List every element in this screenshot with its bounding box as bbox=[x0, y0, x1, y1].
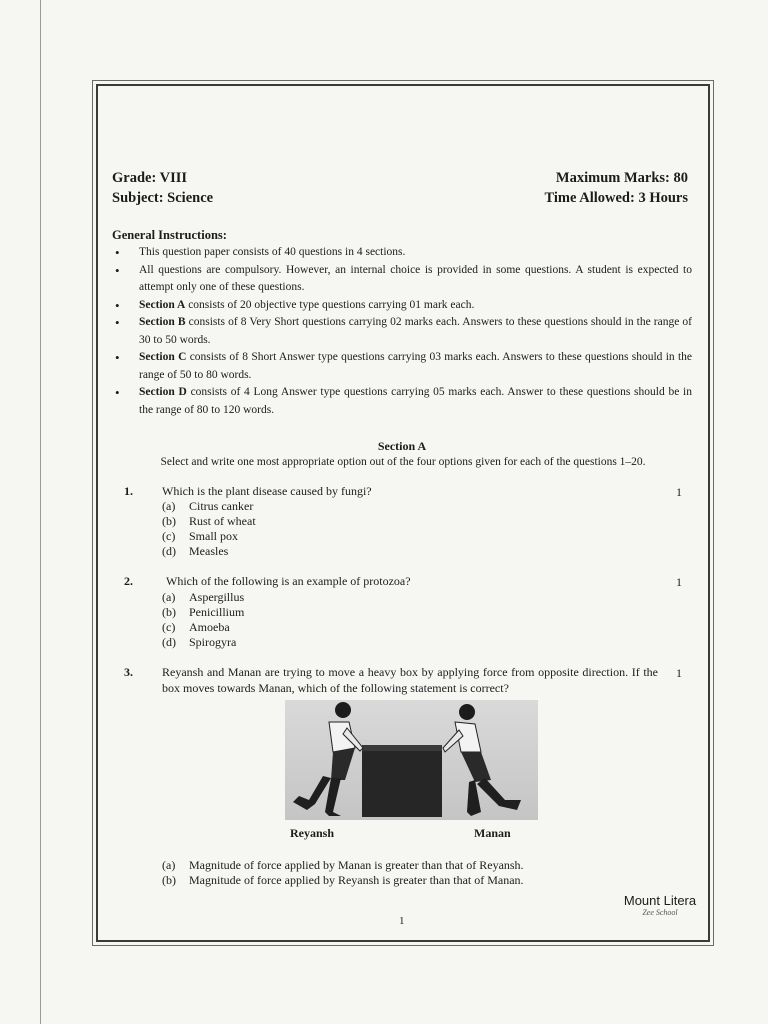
school-logo-subtext: Zee School bbox=[642, 908, 678, 917]
instruction-section-label: Section C bbox=[139, 351, 187, 363]
instruction-item bbox=[112, 384, 692, 419]
question-2-options bbox=[162, 590, 244, 650]
option-text: Penicillium bbox=[189, 605, 245, 619]
option-text: Small pox bbox=[189, 529, 239, 543]
option-text: Citrus canker bbox=[189, 499, 254, 513]
option-label: (b) bbox=[162, 514, 176, 528]
instructions-list bbox=[112, 244, 692, 419]
instruction-item bbox=[112, 244, 692, 262]
question-1-options bbox=[162, 499, 256, 559]
instruction-text: consists of 8 Short Answer type questions carrying 03 marks each. Answers to these questions should in the range of 50 to 80 words. bbox=[139, 351, 692, 381]
subject-label: Subject: Science bbox=[112, 190, 214, 206]
option-label: (a) bbox=[162, 858, 176, 872]
question-2-marks: 1 bbox=[676, 575, 682, 589]
question-3-option bbox=[162, 873, 524, 888]
instruction-text: consists of 20 objective type questions carrying 01 mark each. bbox=[185, 298, 475, 311]
option-label: (b) bbox=[162, 873, 176, 887]
instruction-item bbox=[112, 297, 692, 315]
option-text: Magnitude of force applied by Manan is greater than that of Reyansh. bbox=[189, 858, 524, 872]
instruction-text: This question paper consists of 40 questions in 4 sections. bbox=[139, 246, 406, 258]
section-instructions: Select and write one most appropriate option out of the four options given for each of the questions 1–20. bbox=[160, 456, 646, 468]
instruction-section-label: Section D bbox=[139, 386, 187, 398]
figure-label-left: Reyansh bbox=[290, 826, 335, 840]
question-1-option bbox=[162, 529, 256, 544]
option-text: Measles bbox=[189, 544, 229, 558]
figure-label-right: Manan bbox=[474, 826, 511, 840]
instruction-section-label: Section B bbox=[139, 316, 186, 328]
question-3-options bbox=[162, 858, 524, 888]
instruction-text: consists of 8 Very Short questions carrying 02 marks each. Answers to these questions should in the range of 30 to 50 words. bbox=[139, 316, 692, 346]
option-label: (c) bbox=[162, 529, 176, 543]
question-3-text: Reyansh and Manan are trying to move a heavy box by applying force from opposite direction. If the box moves towards Manan, which of the following statement is correct? bbox=[162, 665, 658, 695]
binder-line bbox=[40, 0, 41, 1024]
question-3-marks: 1 bbox=[676, 666, 682, 680]
question-2-text: Which of the following is an example of protozoa? bbox=[166, 574, 411, 588]
question-3-option bbox=[162, 858, 524, 873]
option-label: (c) bbox=[162, 620, 176, 634]
section-title: Section A bbox=[377, 439, 427, 453]
question-2-option bbox=[162, 605, 244, 620]
option-label: (a) bbox=[162, 499, 176, 513]
grade-label: Grade: VIII bbox=[112, 170, 188, 186]
question-3-number: 3. bbox=[124, 665, 133, 679]
option-text: Spirogyra bbox=[189, 635, 237, 649]
option-label: (b) bbox=[162, 605, 176, 619]
question-2-option bbox=[162, 620, 244, 635]
option-label: (d) bbox=[162, 544, 176, 558]
time-allowed-label: Time Allowed: 3 Hours bbox=[544, 190, 688, 206]
question-1-option bbox=[162, 544, 256, 559]
instruction-text: consists of 4 Long Answer type questions carrying 05 marks each. Answer to these questions should be in the range of 80 to 120 words. bbox=[139, 386, 692, 416]
question-1-option bbox=[162, 514, 256, 529]
option-text: Aspergillus bbox=[189, 590, 245, 604]
question-1-marks: 1 bbox=[676, 485, 682, 499]
question-2-option bbox=[162, 635, 244, 650]
school-logo-text: Mount Litera bbox=[623, 893, 697, 908]
instruction-section-label: Section A bbox=[139, 298, 186, 311]
page-number: 1 bbox=[399, 915, 405, 927]
instruction-text: All questions are compulsory. However, an internal choice is provided in some questions. A student is expected to attempt only one of these questions. bbox=[139, 263, 692, 293]
question-1-option bbox=[162, 499, 256, 514]
option-label: (d) bbox=[162, 635, 176, 649]
max-marks-label: Maximum Marks: 80 bbox=[555, 170, 688, 186]
question-2-number: 2. bbox=[124, 574, 133, 588]
option-label: (a) bbox=[162, 590, 176, 604]
option-text: Rust of wheat bbox=[189, 514, 256, 528]
option-text: Amoeba bbox=[189, 620, 230, 634]
figure-push-box-illustration bbox=[285, 700, 538, 820]
question-1-number: 1. bbox=[124, 484, 133, 498]
school-logo bbox=[620, 893, 700, 917]
option-text: Magnitude of force applied by Reyansh is greater than that of Manan. bbox=[189, 873, 524, 887]
figure-push-box bbox=[285, 700, 538, 820]
instruction-item bbox=[112, 314, 692, 349]
instructions-title: General Instructions: bbox=[112, 228, 227, 242]
instruction-item bbox=[112, 349, 692, 384]
instruction-item bbox=[112, 262, 692, 297]
question-1-text: Which is the plant disease caused by fungi? bbox=[162, 484, 372, 498]
question-2-option bbox=[162, 590, 244, 605]
